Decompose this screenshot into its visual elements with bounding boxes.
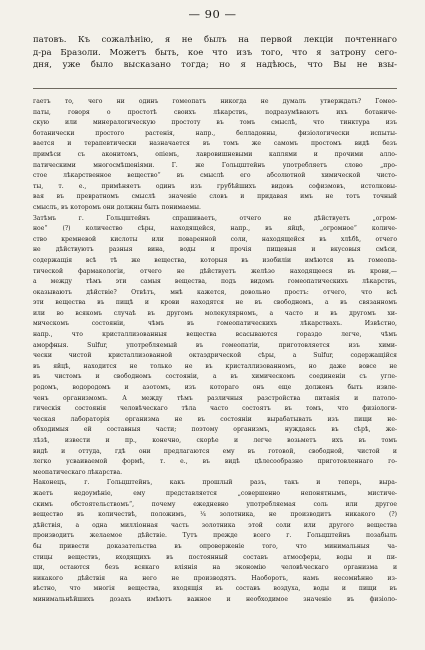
footnote-line: бы привести доказательства въ опроверженіе того, что минимальныя ча- xyxy=(33,542,397,550)
main-line: д-ра Бразоли. Можетъ быть, кое что изъ того, что я затрону сего- xyxy=(33,47,397,58)
footnote-line: въ чистомъ и свободномъ состояніи, а въ химическомъ соединеніи съ угле- xyxy=(33,373,397,381)
footnote-line: минимальнѣйшихъ дозахъ имѣютъ важное и необходимое значеніе въ физіоло- xyxy=(33,595,397,603)
main-line: дня, уже было высказано тогда; но я надѣюсь, что Вы не взы- xyxy=(33,60,397,71)
footnote-line: стицы веществъ, входящихъ въ постоянный составъ атмосферы, воды и пи- xyxy=(33,553,397,561)
footnote-line: вѣстно, что многія вещества, входящія въ составъ воздуха, воды и пищи въ xyxy=(33,585,397,593)
footnote-line: содержащія всѣ тѣ же вещества, которыя въ изобиліи имѣются въ гомеопа- xyxy=(33,256,397,264)
footnote-line: напр., что кристаллизованныя вещества всасываются гораздо легче, чѣмъ xyxy=(33,331,397,339)
footnote-line: примѣси съ аконитомъ, опіемъ, лавровишневыми каплями и прочими алло- xyxy=(33,150,397,158)
footnote-line: а между тѣмъ эти самыя вещества, подъ видомъ гомеопатическихъ лѣкарствъ, xyxy=(33,278,397,286)
footnote-line: ченъ организмомъ. А между тѣмъ различныя разстройства питанія и патоло- xyxy=(33,394,397,402)
footnote-line: паты, говоря о простотѣ своихъ лѣкарствъ, подразумѣваютъ ихъ ботаниче- xyxy=(33,108,397,116)
footnote-text xyxy=(33,97,397,606)
footnote-line: жаетъ недоумѣніе, ему представляется „совершенно непонятнымъ, мистиче- xyxy=(33,489,397,497)
footnote-line: легко усваиваемой формѣ, т. е., въ видѣ цѣлесообразно приготовленнаго го- xyxy=(33,458,397,466)
footnote-line: родомъ, водородомъ и азотомъ, изъ котораго онъ еще долженъ быть извле- xyxy=(33,384,397,392)
footnote-line: лѣзѣ, извести и пр., конечно, скорѣе и легче возьметъ ихъ въ томъ xyxy=(33,437,397,444)
footnote-line: или во всякомъ случаѣ въ другомъ молекулярномъ, а часто и въ другомъ хи- xyxy=(33,309,397,317)
footnote-line: производитъ желаемое дѣйствіе. Тутъ прежде всего г. Гольцштейнъ позабылъ xyxy=(33,532,397,540)
footnote-line: видѣ и оттуда, гдѣ они предлагаются ему въ готовой, свободной, чистой и xyxy=(33,447,397,455)
footnote-line: ство кремневой кислоты или поваренной соли, находящейся въ хлѣбѣ, отчего xyxy=(33,235,397,243)
footnote-line: аморфныя. Sulfur, употребляемый въ гомеопатіи, приготовляется изъ хими- xyxy=(33,341,397,349)
footnote-line: мическомъ состояніи, чѣмъ въ гомеопатическихъ лѣкарствахъ. Извѣстно, xyxy=(33,320,397,328)
footnote-line: гаетъ то, чего ни одинъ гомеопатъ никогда не думалъ утверждать? Гомео- xyxy=(33,98,397,105)
footnote-line: вается и терапевтически назначается въ томъ же самомъ простомъ видѣ безъ xyxy=(33,140,397,148)
main-text xyxy=(33,34,397,72)
footnote-line: ты, т. е., примѣняетъ одинъ изъ грубѣйшихъ видовъ софизмовъ, истолковы- xyxy=(33,182,397,190)
footnote-line: не дѣйствуютъ разныя вина, воды и прочія пищевыя и вкусовыя смѣси, xyxy=(33,246,397,254)
footnote-line: эти вещества въ пищѣ и крови находятся не въ свободномъ, а въ связанномъ xyxy=(33,299,397,307)
footnote-line: смыслъ, въ которомъ они должны быть понимаемы. xyxy=(33,203,201,211)
footnote-line: стое лѣкарственное вещество“ въ смыслѣ его абсолютной химической чисто- xyxy=(33,172,397,180)
footnote-line: дѣйствія, а одна милліонная часть золотника этой соли или другого вещества xyxy=(33,521,397,529)
footnote-line: меопатическаго лѣкарства. xyxy=(33,468,123,476)
footnote-line: ческая лабораторія организма не въ состояніи вырабатывать изъ пищи не- xyxy=(33,415,397,423)
footnote-line: въ яйцѣ, находится не только не въ кристаллизованномъ, но даже вовсе не xyxy=(33,362,397,370)
footnote-line: никакого дѣйствія на него не производятъ. Наоборотъ, намъ несомнѣнно из- xyxy=(33,574,397,582)
footnote-line: щи, остаются безъ всякаго вліянія на экономію человѣческаго организма и xyxy=(33,564,397,572)
footnote-line: патическими многосмѣшеніями. Г. же Гольцштейнъ употребляетъ слово „про- xyxy=(33,161,397,169)
footnote-line: скую или минералогическую простоту въ томъ смыслѣ, что тинктура изъ xyxy=(33,119,397,127)
footnote-line: обходимыя ей составныя части; поэтому организмъ, нуждаясь въ сѣрѣ, же- xyxy=(33,426,397,434)
footnote-line: тической фармакологіи, отчего не дѣйствуетъ желѣзо находящееся въ крови,— xyxy=(33,267,397,275)
main-line: патовъ. Къ сожалѣнію, я не былъ на первой лекціи почтеннаго xyxy=(33,35,397,45)
footnote-line: Наконецъ, г. Гольцштейнъ, какъ прошлый разъ, такъ и теперь, выра- xyxy=(33,479,397,487)
footnote-line: вещество въ количествѣ, положимъ, ¼ золотника, не производитъ никакого (?) xyxy=(33,511,397,519)
page-number: — 90 — xyxy=(188,7,237,21)
footnote-line: ное“ (?) количество сѣры, находящейся, напр., въ яйцѣ, „огромное“ количе- xyxy=(33,225,397,233)
footnote-line: Затѣмъ г. Гольцштейнъ спрашиваетъ, отчего не дѣйствуетъ „огром- xyxy=(33,214,397,222)
footnote-line: скимъ обстоятельствомъ“, почему ежедневно употребляемая соль или другое xyxy=(33,500,397,508)
footnote-line: ботанически простого растенія, напр., белладонны, физіологически испыты- xyxy=(33,129,397,137)
footnote-line: оказываютъ дѣйствіе? Отвѣтъ, мнѣ кажется, довольно простъ: отчего, что всѣ xyxy=(33,288,397,296)
footnote-divider xyxy=(33,88,397,89)
footnote-line: гическія состоянія человѣческаго тѣла часто состоятъ въ томъ, что физіологи- xyxy=(33,405,397,413)
footnote-line: вая въ превратномъ смыслѣ значеніе словъ и придавая имъ не тотъ точный xyxy=(33,193,397,201)
footnote-line: чески чистой кристаллизованной октаэдрической сѣры, а Sulfur, содержащійся xyxy=(33,352,397,360)
